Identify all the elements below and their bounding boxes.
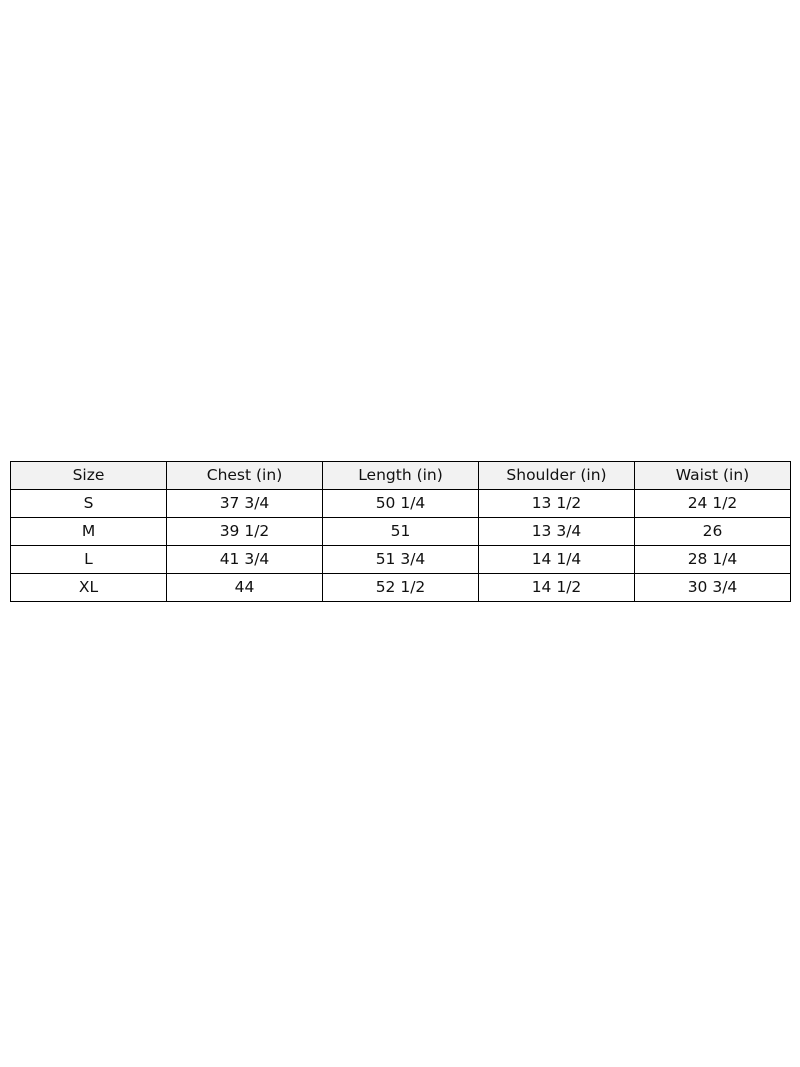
table-body <box>11 490 791 602</box>
cell-chest: 37 3/4 <box>167 490 323 518</box>
cell-waist: 28 1/4 <box>635 546 791 574</box>
column-header-size: Size <box>11 462 167 490</box>
table-header-row <box>11 462 791 490</box>
column-header-chest: Chest (in) <box>167 462 323 490</box>
cell-size: S <box>11 490 167 518</box>
table-header <box>11 462 791 490</box>
table-row <box>11 518 791 546</box>
table-row <box>11 574 791 602</box>
cell-waist: 30 3/4 <box>635 574 791 602</box>
cell-chest: 44 <box>167 574 323 602</box>
cell-waist: 24 1/2 <box>635 490 791 518</box>
size-chart-container <box>10 461 790 602</box>
cell-chest: 41 3/4 <box>167 546 323 574</box>
table-row <box>11 546 791 574</box>
cell-shoulder: 13 3/4 <box>479 518 635 546</box>
cell-shoulder: 14 1/4 <box>479 546 635 574</box>
cell-length: 50 1/4 <box>323 490 479 518</box>
cell-shoulder: 14 1/2 <box>479 574 635 602</box>
cell-shoulder: 13 1/2 <box>479 490 635 518</box>
cell-length: 52 1/2 <box>323 574 479 602</box>
cell-length: 51 <box>323 518 479 546</box>
column-header-length: Length (in) <box>323 462 479 490</box>
cell-size: XL <box>11 574 167 602</box>
cell-length: 51 3/4 <box>323 546 479 574</box>
column-header-shoulder: Shoulder (in) <box>479 462 635 490</box>
cell-waist: 26 <box>635 518 791 546</box>
cell-chest: 39 1/2 <box>167 518 323 546</box>
size-chart-table <box>10 461 791 602</box>
table-row <box>11 490 791 518</box>
cell-size: L <box>11 546 167 574</box>
cell-size: M <box>11 518 167 546</box>
column-header-waist: Waist (in) <box>635 462 791 490</box>
